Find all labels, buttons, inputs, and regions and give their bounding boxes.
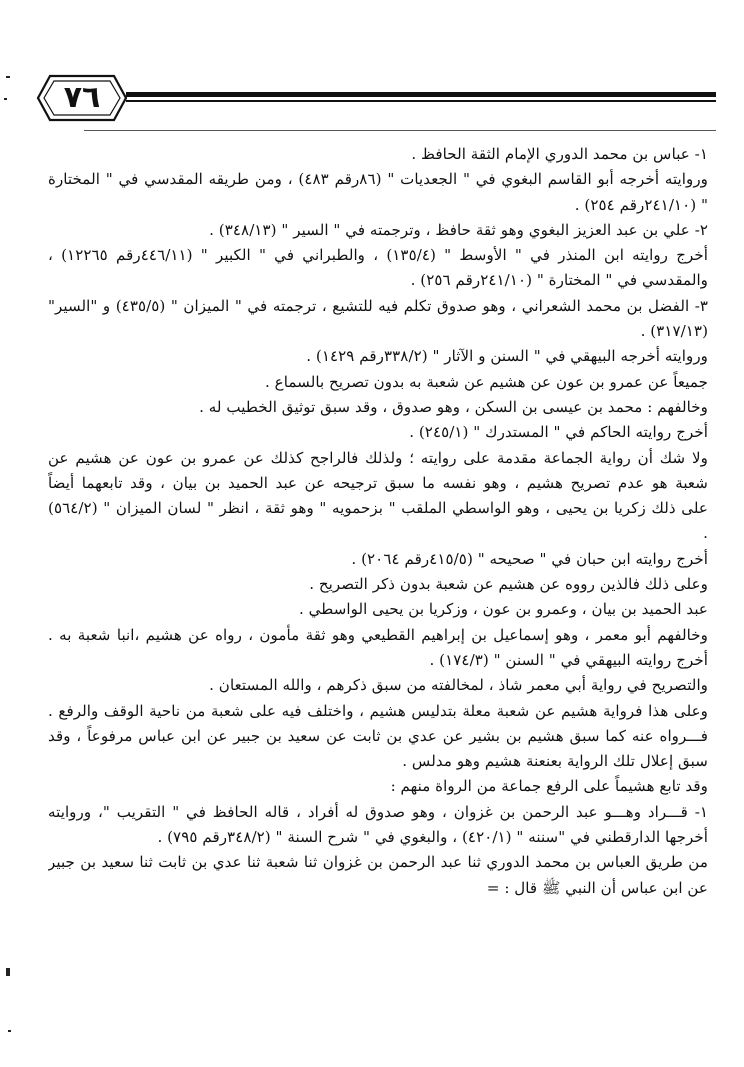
header-rule-thick (126, 92, 716, 97)
text-line: جميعاً عن عمرو بن عون عن هشيم عن شعبة به بدون تصريح بالسماع . (265, 372, 708, 391)
text-line: أخرج روايته ابن حبان في " صحيحه " (٤١٥/٥رقم ٢٠٦٤) . (351, 549, 708, 568)
text-line: سبق إعلال تلك الرواية بعنعنة هشيم وهو مدلس . (402, 752, 708, 771)
text-line: وعلى هذا فرواية هشيم عن شعبة معلة بتدليس هشيم ، واختلف فيه على شعبة من ناحية الوقف والرفع . (48, 701, 708, 720)
text-line: وعلى ذلك فالذين رووه عن هشيم عن شعبة بدون ذكر التصريح . (309, 575, 708, 594)
text-line: وخالفهم : محمد بن عيسى بن السكن ، وهو صدوق ، وقد سبق توثيق الخطيب له . (199, 397, 708, 416)
text-line: ٢- علي بن عبد العزيز البغوي وهو ثقة حافظ ، وترجمته في " السير " (٣٤٨/١٣) . (209, 220, 708, 239)
header-rule-bottom (84, 130, 716, 131)
text-line: (٣١٧/١٣) . (640, 322, 708, 341)
text-line: وقد تابع هشيماً على الرفع جماعة من الرواة منهم : (390, 777, 708, 796)
text-line: على ذلك زكريا بن يحيى ، وهو الواسطي الملقب " بزحمويه " وهو ثقة ، انظر " لسان الميزان " (٥٦٤/٢) (48, 499, 708, 518)
text-line: ولا شك أن رواية الجماعة مقدمة على روايته ؛ ولذلك فالراجح كذلك عن عمرو بن عون عن هشيم عن (48, 448, 708, 467)
text-line: أخرج روايته الحاكم في " المستدرك " (٢٤٥/١) . (409, 423, 708, 442)
text-line: ١- قـــراد وهـــو عبد الرحمن بن غزوان ، وهو صدوق له أفراد ، قاله الحافظ في " التقريب "، وروايته (48, 802, 708, 821)
text-line: عبد الحميد بن بيان ، وعمرو بن عون ، وزكريا بن يحيى الواسطي . (298, 600, 708, 619)
text-line: شعبة هو عدم تصريح هشيم ، وهو نفسه ما سبق ترجيحه عن عبد الحميد بن بيان ، وقد تابعهما أيضاً (48, 473, 708, 492)
page-number-badge (36, 72, 128, 124)
page-body (48, 142, 708, 901)
text-line: من طريق العباس بن محمد الدوري ثنا عبد الرحمن بن غزوان ثنا شعبة ثنا عدي بن ثابت ثنا سعيد بن جبير (48, 853, 708, 872)
text-line: وروايته أخرجه البيهقي في " السنن و الآثار " (٣٣٨/٢رقم ١٤٢٩) . (306, 347, 708, 366)
header-rule-thin (126, 100, 716, 102)
text-line: . (703, 524, 708, 543)
text-line: أخرج روايته البيهقي في " السنن " (١٧٤/٣) . (429, 650, 708, 669)
margin-mark-left-lower (6, 968, 10, 976)
text-line: والتصريح في رواية أبي معمر شاذ ، لمخالفته من سبق ذكرهم ، والله المستعان . (209, 676, 708, 695)
page-number: ٧٦ (63, 80, 101, 115)
page-header (36, 70, 716, 130)
margin-mark-left-top (6, 76, 10, 78)
text-line: وروايته أخرجه أبو القاسم البغوي في " الجعديات " (٨٦رقم ٤٨٣) ، ومن طريقه المقدسي في " المختارة (48, 170, 708, 189)
text-line: أخرجها الدارقطني في "سننه " (٤٢٠/١) ، والبغوي في " شرح السنة " (٣٤٨/٢رقم ٧٩٥) . (157, 828, 708, 847)
margin-mark-left-bottom (8, 1030, 11, 1032)
text-line: أخرج روايته ابن المنذر في " الأوسط " (١٣٥/٤) ، والطبراني في " الكبير " (٤٤٦/١١رقم ١٢٢٦٥) ، (48, 246, 708, 265)
margin-mark-left-upper (4, 98, 7, 100)
text-line: عن ابن عباس أن النبي ﷺ قال : = (486, 878, 708, 897)
text-line: ٣- الفضل بن محمد الشعراني ، وهو صدوق تكلم فيه للتشيع ، ترجمته في " الميزان " (٤٣٥/٥) و "السير" (48, 296, 708, 315)
text-line: " (٢٤١/١٠رقم ٢٥٤) . (574, 195, 708, 214)
text-line: وخالفهم أبو معمر ، وهو إسماعيل بن إبراهيم القطيعي وهو ثقة مأمون ، رواه عن هشيم ،انبا شعبة به . (48, 625, 708, 644)
text-line: ١- عباس بن محمد الدوري الإمام الثقة الحافظ . (411, 145, 708, 163)
text-line: فـــرواه عنه كما سبق هشيم بن بشير عن عدي بن ثابت عن سعيد بن جبير عن ابن عباس مرفوعاً ، وقد (48, 726, 708, 745)
text-line: والمقدسي في " المختارة " (٢٤١/١٠رقم ٢٥٦) . (410, 271, 708, 290)
